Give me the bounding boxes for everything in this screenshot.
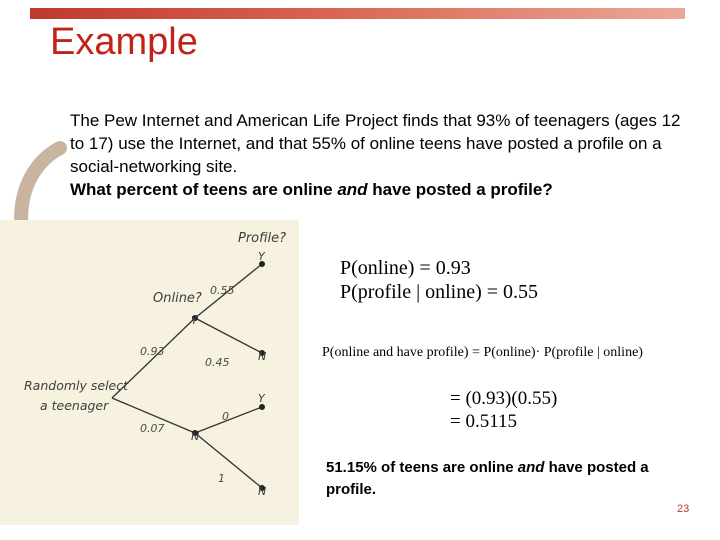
profile-question-label: Profile?: [238, 231, 287, 246]
equation-substitution: = (0.93)(0.55): [450, 388, 558, 409]
answer-emphasis: and: [517, 459, 545, 476]
tree-diagram-panel: [0, 220, 299, 525]
node-y-online: Y: [191, 314, 198, 327]
answer-post: have posted a profile.: [326, 459, 649, 498]
online-question-label: Online?: [153, 291, 202, 306]
slide-title: Example: [50, 21, 198, 63]
prob-profile-yes-offline: 0: [222, 410, 229, 423]
equation-p-profile-given-online: P(profile | online) = 0.55: [340, 281, 539, 303]
branch-profile-no-offline: [195, 433, 262, 488]
prob-online-no: 0.07: [140, 422, 165, 435]
equation-p-online: P(online) = 0.93: [340, 257, 471, 279]
prob-profile-no-offline: 1: [218, 472, 225, 485]
question-emphasis: and: [337, 180, 368, 199]
branch-profile-no-online: [195, 318, 262, 353]
question-text: What percent of teens are online and have posted a profile?: [70, 180, 553, 199]
prob-online-yes: 0.93: [140, 345, 165, 358]
tree-diagram: [0, 220, 299, 525]
answer-text: [326, 457, 656, 501]
node-y-1: Y: [258, 250, 265, 263]
prob-profile-yes-online: 0.55: [210, 284, 235, 297]
node-y-2: Y: [258, 392, 265, 405]
node-n-1: N: [258, 350, 267, 363]
problem-statement: [70, 109, 690, 201]
slide-number: 23: [677, 503, 690, 515]
root-label-line1: Randomly select: [24, 378, 129, 393]
root-label-line2: a teenager: [40, 398, 109, 413]
equation-result: = 0.5115: [450, 411, 518, 432]
prob-profile-no-online: 0.45: [205, 356, 230, 369]
problem-text: The Pew Internet and American Life Project finds that 93% of teenagers (ages 12 to 17) use the Internet, and that 55% of online teens have posted a profile on a social-networking site.: [70, 111, 681, 176]
node-n-offline: N: [191, 430, 200, 443]
answer-pre: 51.15% of teens are online: [326, 459, 518, 476]
node-n-2: N: [258, 485, 267, 498]
equation-multiplication-rule: P(online and have profile) = P(online)· P(profile | online): [322, 345, 643, 360]
